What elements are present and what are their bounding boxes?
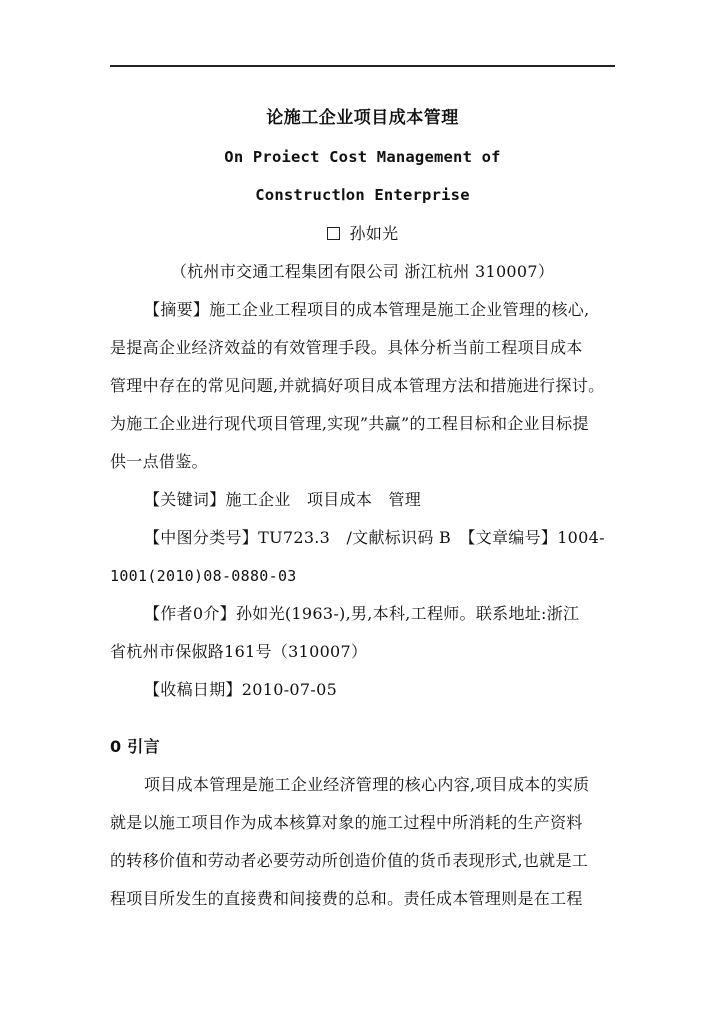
keywords: 【关键词】施工企业 项目成本 管理 <box>144 490 422 509</box>
author-line <box>110 224 615 244</box>
section-heading: 0 引言 <box>110 737 160 756</box>
body-line-4: 程项目所发生的直接费和间接费的总和。责任成本管理则是在工程 <box>110 889 583 908</box>
abstract-line-4: 为施工企业进行现代项目管理,实现”共赢”的工程目标和企业目标提 <box>110 414 589 433</box>
body-line-2: 就是以施工项目作为成本核算对象的施工过程中所消耗的生产资料 <box>110 813 583 832</box>
affiliation: （杭州市交通工程集团有限公司 浙江杭州 310007） <box>170 262 555 281</box>
abstract-line-1: 【摘要】施工企业工程项目的成本管理是施工企业管理的核心, <box>144 300 590 319</box>
author-bio-line-2: 省杭州市保俶路161号（310007） <box>110 642 368 661</box>
square-box-icon <box>327 227 340 240</box>
received-date: 【收稿日期】2010-07-05 <box>144 680 338 699</box>
title-chinese: 论施工企业项目成本管理 <box>266 108 459 128</box>
abstract-line-3: 管理中存在的常见问题,并就搞好项目成本管理方法和措施进行探讨。 <box>110 376 605 395</box>
abstract-line-5: 供一点借鉴。 <box>110 452 208 471</box>
author-bio-line-1: 【作者0介】孙如光(1963-),男,本科,工程师。联系地址:浙江 <box>144 604 580 623</box>
classification-line-2: 1001(2010)08-0880-03 <box>110 567 297 585</box>
author-name: 孙如光 <box>349 224 399 243</box>
title-english-line-1: On Proiect Cost Management of <box>224 148 501 166</box>
classification-line-1: 【中图分类号】TU723.3 /文献标识码 B 【文章编号】1004- <box>144 528 605 547</box>
body-line-3: 的转移价值和劳动者必要劳动所创造价值的货币表现形式,也就是工 <box>110 851 589 870</box>
header-rule <box>110 65 615 67</box>
abstract-line-2: 是提高企业经济效益的有效管理手段。具体分析当前工程项目成本 <box>110 338 583 357</box>
body-line-1: 项目成本管理是施工企业经济管理的核心内容,项目成本的实质 <box>144 775 590 794</box>
title-english-line-2: ConstructⅠon Enterprise <box>255 186 470 204</box>
